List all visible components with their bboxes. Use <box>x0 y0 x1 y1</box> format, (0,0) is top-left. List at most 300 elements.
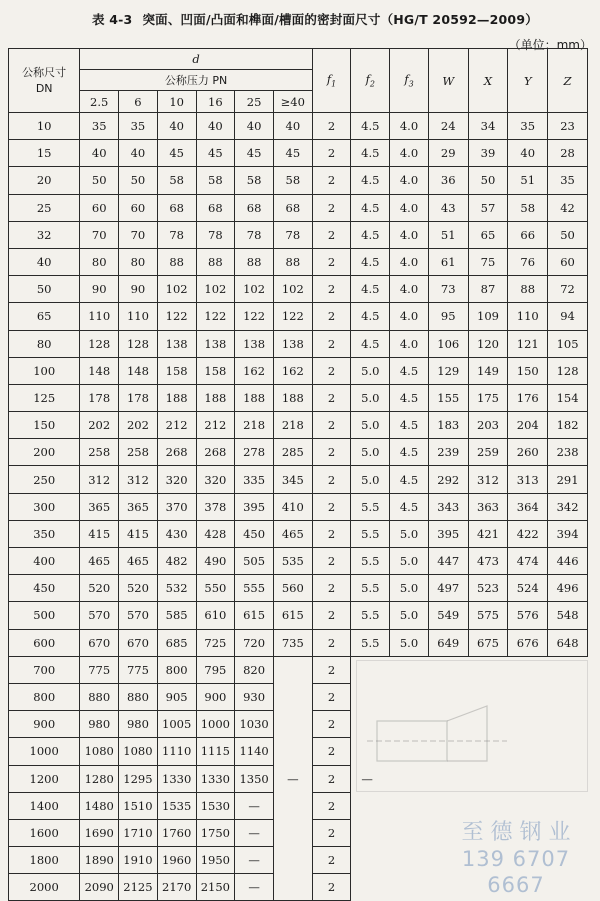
table-cell: 138 <box>196 330 235 357</box>
table-cell: 36 <box>428 167 468 194</box>
table-cell: 430 <box>157 520 196 547</box>
table-row <box>9 548 588 575</box>
table-cell: 535 <box>273 548 312 575</box>
table-cell: 60 <box>548 248 588 275</box>
table-cell: 202 <box>80 412 119 439</box>
table-cell: 204 <box>508 412 548 439</box>
table-cell: 158 <box>196 357 235 384</box>
table-cell: 343 <box>428 493 468 520</box>
table-cell: 218 <box>273 412 312 439</box>
table-cell: 670 <box>119 629 158 656</box>
table-cell: 720 <box>235 629 274 656</box>
table-cell: 549 <box>428 602 468 629</box>
table-cell: 5.5 <box>351 520 390 547</box>
table-cell: 1115 <box>196 738 235 765</box>
table-cell: 58 <box>273 167 312 194</box>
table-cell: 447 <box>428 548 468 575</box>
dn-cell: 125 <box>9 384 80 411</box>
table-cell: 162 <box>235 357 274 384</box>
flange-sketch-icon <box>357 661 587 791</box>
table-cell: 218 <box>235 412 274 439</box>
table-cell: 285 <box>273 439 312 466</box>
table-cell: 1295 <box>119 765 158 792</box>
table-cell: 87 <box>468 276 508 303</box>
table-cell: 2 <box>312 357 351 384</box>
table-cell: 4.0 <box>390 303 429 330</box>
table-row <box>9 140 588 167</box>
table-cell: 178 <box>80 384 119 411</box>
table-cell: 5.0 <box>351 384 390 411</box>
dn-cell: 800 <box>9 683 80 710</box>
table-cell: 51 <box>428 221 468 248</box>
table-cell: 532 <box>157 575 196 602</box>
header-pn-value: 10 <box>157 91 196 113</box>
table-cell: 5.0 <box>351 466 390 493</box>
table-cell: 5.0 <box>351 439 390 466</box>
table-cell: 78 <box>157 221 196 248</box>
table-cell: 45 <box>235 140 274 167</box>
table-cell: 980 <box>80 711 119 738</box>
table-cell: 685 <box>157 629 196 656</box>
table-cell: 35 <box>119 113 158 140</box>
table-cell: 5.0 <box>390 548 429 575</box>
table-cell: 58 <box>157 167 196 194</box>
table-cell: 4.5 <box>351 303 390 330</box>
table-row <box>9 276 588 303</box>
table-cell: 88 <box>157 248 196 275</box>
table-cell: 446 <box>548 548 588 575</box>
table-cell: 465 <box>80 548 119 575</box>
table-cell: 2 <box>312 384 351 411</box>
header-pn: 公称压力 PN <box>80 70 312 91</box>
table-cell: 212 <box>157 412 196 439</box>
header-d: d <box>80 49 312 70</box>
table-cell: 238 <box>548 439 588 466</box>
table-cell: 520 <box>80 575 119 602</box>
f1-cell: 2 <box>312 656 351 683</box>
table-cell: 5.5 <box>351 548 390 575</box>
table-cell: 4.5 <box>351 167 390 194</box>
watermark-phone: 139 6707 6667 <box>461 847 571 897</box>
table-cell: 90 <box>119 276 158 303</box>
table-cell: 725 <box>196 629 235 656</box>
table-cell: 154 <box>548 384 588 411</box>
table-cell: 394 <box>548 520 588 547</box>
table-cell: 880 <box>80 683 119 710</box>
table-cell: 66 <box>508 221 548 248</box>
table-cell: 24 <box>428 113 468 140</box>
dn-cell: 1800 <box>9 847 80 874</box>
table-cell: 548 <box>548 602 588 629</box>
header-y: Y <box>508 49 548 113</box>
table-cell: 2170 <box>157 874 196 901</box>
table-cell: 649 <box>428 629 468 656</box>
table-cell: 120 <box>468 330 508 357</box>
table-cell: 1030 <box>235 711 274 738</box>
table-cell: 121 <box>508 330 548 357</box>
table-cell: 88 <box>508 276 548 303</box>
table-cell: 410 <box>273 493 312 520</box>
table-cell: 291 <box>548 466 588 493</box>
table-cell: 576 <box>508 602 548 629</box>
table-cell: 155 <box>428 384 468 411</box>
table-cell: 105 <box>548 330 588 357</box>
table-cell: 4.0 <box>390 167 429 194</box>
table-cell: 2 <box>312 113 351 140</box>
table-cell: 2125 <box>119 874 158 901</box>
table-cell: 45 <box>157 140 196 167</box>
table-cell: 278 <box>235 439 274 466</box>
header-pn-value: ≥40 <box>273 91 312 113</box>
table-cell: 175 <box>468 384 508 411</box>
table-cell: 505 <box>235 548 274 575</box>
header-f2: $f_2$ <box>351 49 390 113</box>
table-cell: 138 <box>235 330 274 357</box>
f1-cell: 2 <box>312 792 351 819</box>
table-cell: 497 <box>428 575 468 602</box>
table-cell: 415 <box>80 520 119 547</box>
table-cell: 28 <box>548 140 588 167</box>
table-cell: 58 <box>235 167 274 194</box>
table-cell: 2090 <box>80 874 119 901</box>
header-f3: $f_3$ <box>390 49 429 113</box>
table-cell: 5.5 <box>351 575 390 602</box>
table-cell: 555 <box>235 575 274 602</box>
table-cell: 122 <box>196 303 235 330</box>
table-cell: 320 <box>196 466 235 493</box>
table-cell: 212 <box>196 412 235 439</box>
header-f1: $f_1$ <box>312 49 351 113</box>
table-cell: 2 <box>312 548 351 575</box>
table-cell: 188 <box>157 384 196 411</box>
table-cell: 4.5 <box>351 276 390 303</box>
table-cell: 615 <box>273 602 312 629</box>
table-cell: 2 <box>312 276 351 303</box>
table-cell: 585 <box>157 602 196 629</box>
table-row <box>9 575 588 602</box>
table-cell: 90 <box>80 276 119 303</box>
table-cell: 40 <box>235 113 274 140</box>
header-z: Z <box>548 49 588 113</box>
table-cell: 2 <box>312 412 351 439</box>
table-cell: 1350 <box>235 765 274 792</box>
table-cell: 122 <box>157 303 196 330</box>
table-cell: 80 <box>119 248 158 275</box>
unit-label: （单位：mm） <box>508 38 592 52</box>
table-cell: 94 <box>548 303 588 330</box>
table-cell: 51 <box>508 167 548 194</box>
table-cell: 2 <box>312 575 351 602</box>
table-cell: 2 <box>312 167 351 194</box>
table-cell: 345 <box>273 466 312 493</box>
table-cell: 29 <box>428 140 468 167</box>
table-cell: 40 <box>508 140 548 167</box>
table-cell: 138 <box>273 330 312 357</box>
table-cell: 1710 <box>119 819 158 846</box>
table-cell: 188 <box>273 384 312 411</box>
table-cell: 80 <box>80 248 119 275</box>
table-cell: 365 <box>119 493 158 520</box>
table-cell: — <box>235 819 274 846</box>
table-cell: 138 <box>157 330 196 357</box>
table-cell: 4.5 <box>351 113 390 140</box>
table-cell: 183 <box>428 412 468 439</box>
table-title <box>92 10 538 28</box>
table-cell: 676 <box>508 629 548 656</box>
table-cell: — <box>235 792 274 819</box>
table-cell: 4.0 <box>390 221 429 248</box>
table-cell: 2 <box>312 439 351 466</box>
table-cell: 450 <box>235 520 274 547</box>
table-cell: 150 <box>508 357 548 384</box>
table-cell: 775 <box>80 656 119 683</box>
table-cell: 370 <box>157 493 196 520</box>
table-cell: 415 <box>119 520 158 547</box>
table-cell: 2 <box>312 493 351 520</box>
table-cell: 35 <box>80 113 119 140</box>
table-cell: 188 <box>235 384 274 411</box>
table-cell: 342 <box>548 493 588 520</box>
table-cell: 5.0 <box>351 412 390 439</box>
table-cell: 2 <box>312 194 351 221</box>
table-cell: 2 <box>312 140 351 167</box>
table-cell: 474 <box>508 548 548 575</box>
table-cell: 35 <box>548 167 588 194</box>
table-row <box>9 602 588 629</box>
table-cell: 1530 <box>196 792 235 819</box>
table-cell: 43 <box>428 194 468 221</box>
table-cell: 482 <box>157 548 196 575</box>
table-cell: 5.0 <box>390 629 429 656</box>
dn-cell: 2000 <box>9 874 80 901</box>
table-cell: 258 <box>80 439 119 466</box>
table-cell: 4.0 <box>390 113 429 140</box>
table-cell: 34 <box>468 113 508 140</box>
table-cell: 106 <box>428 330 468 357</box>
table-cell: 880 <box>119 683 158 710</box>
table-cell: 102 <box>235 276 274 303</box>
table-cell: 78 <box>273 221 312 248</box>
f1-cell: 2 <box>312 847 351 874</box>
dn-cell: 200 <box>9 439 80 466</box>
table-cell: 102 <box>196 276 235 303</box>
table-cell: 78 <box>196 221 235 248</box>
table-row <box>9 330 588 357</box>
table-row <box>9 493 588 520</box>
table-cell: 490 <box>196 548 235 575</box>
table-cell: 158 <box>157 357 196 384</box>
table-cell: 421 <box>468 520 508 547</box>
table-cell: 4.5 <box>390 493 429 520</box>
table-cell: 148 <box>119 357 158 384</box>
table-cell: 496 <box>548 575 588 602</box>
table-cell: 2150 <box>196 874 235 901</box>
table-cell: 50 <box>80 167 119 194</box>
f1-cell: 2 <box>312 765 351 792</box>
f1-cell: 2 <box>312 874 351 901</box>
header-pn-value: 6 <box>119 91 158 113</box>
table-row <box>9 520 588 547</box>
header-x: X <box>468 49 508 113</box>
table-cell: 50 <box>119 167 158 194</box>
table-cell: 292 <box>428 466 468 493</box>
table-cell: 58 <box>196 167 235 194</box>
table-cell: 900 <box>196 683 235 710</box>
table-cell: 122 <box>235 303 274 330</box>
table-cell: 312 <box>119 466 158 493</box>
table-cell: 1480 <box>80 792 119 819</box>
table-cell: 40 <box>157 113 196 140</box>
table-cell: 70 <box>119 221 158 248</box>
dn-cell: 40 <box>9 248 80 275</box>
table-cell: 2 <box>312 221 351 248</box>
table-title-text: 突面、凹面/凸面和榫面/槽面的密封面尺寸（HG/T 20592—2009） <box>142 12 538 27</box>
table-cell: 68 <box>235 194 274 221</box>
table-cell: 1000 <box>196 711 235 738</box>
table-cell: 57 <box>468 194 508 221</box>
flange-drawing-faded <box>356 660 588 792</box>
table-cell: 95 <box>428 303 468 330</box>
table-cell: 4.0 <box>390 276 429 303</box>
dn-cell: 32 <box>9 221 80 248</box>
header-w: W <box>428 49 468 113</box>
table-cell: 70 <box>80 221 119 248</box>
table-cell: 523 <box>468 575 508 602</box>
table-cell: 465 <box>119 548 158 575</box>
table-cell: 78 <box>235 221 274 248</box>
table-row <box>9 439 588 466</box>
table-cell: 88 <box>196 248 235 275</box>
table-row <box>9 629 588 656</box>
table-cell: 128 <box>80 330 119 357</box>
table-cell: 5.0 <box>351 357 390 384</box>
table-cell: 42 <box>548 194 588 221</box>
table-cell: 4.5 <box>351 221 390 248</box>
table-cell: 648 <box>548 629 588 656</box>
table-cell: 88 <box>273 248 312 275</box>
dn-cell: 15 <box>9 140 80 167</box>
table-cell: 930 <box>235 683 274 710</box>
table-cell: 395 <box>428 520 468 547</box>
table-cell: 800 <box>157 656 196 683</box>
table-cell: 1110 <box>157 738 196 765</box>
table-cell: 610 <box>196 602 235 629</box>
dn-cell: 500 <box>9 602 80 629</box>
table-cell: 2 <box>312 248 351 275</box>
table-cell: 259 <box>468 439 508 466</box>
table-cell: 45 <box>196 140 235 167</box>
dn-cell: 250 <box>9 466 80 493</box>
dn-cell: 1600 <box>9 819 80 846</box>
table-cell: 40 <box>273 113 312 140</box>
table-cell: 363 <box>468 493 508 520</box>
table-cell: 395 <box>235 493 274 520</box>
table-cell: 524 <box>508 575 548 602</box>
table-row <box>9 384 588 411</box>
table-cell: 428 <box>196 520 235 547</box>
table-cell: 1910 <box>119 847 158 874</box>
table-cell: 4.0 <box>390 194 429 221</box>
table-cell: 4.5 <box>351 248 390 275</box>
table-cell: 102 <box>273 276 312 303</box>
table-cell: 61 <box>428 248 468 275</box>
dn-cell: 80 <box>9 330 80 357</box>
table-cell: 320 <box>157 466 196 493</box>
table-cell: 50 <box>548 221 588 248</box>
dn-cell: 700 <box>9 656 80 683</box>
table-cell: 335 <box>235 466 274 493</box>
table-cell: 40 <box>196 113 235 140</box>
table-cell: 560 <box>273 575 312 602</box>
f1-cell: 2 <box>312 683 351 710</box>
table-row <box>9 194 588 221</box>
table-cell: 122 <box>273 303 312 330</box>
table-cell: 268 <box>157 439 196 466</box>
table-cell: 365 <box>80 493 119 520</box>
table-cell: 202 <box>119 412 158 439</box>
table-cell: 575 <box>468 602 508 629</box>
table-cell: 239 <box>428 439 468 466</box>
table-cell: 68 <box>157 194 196 221</box>
table-cell: 65 <box>468 221 508 248</box>
table-cell: 4.5 <box>390 439 429 466</box>
dn-cell: 150 <box>9 412 80 439</box>
table-cell: 2 <box>312 330 351 357</box>
table-cell: 128 <box>119 330 158 357</box>
table-cell: 148 <box>80 357 119 384</box>
table-cell: 50 <box>468 167 508 194</box>
table-cell: 68 <box>273 194 312 221</box>
table-cell: 735 <box>273 629 312 656</box>
table-cell: 1005 <box>157 711 196 738</box>
table-cell: 1760 <box>157 819 196 846</box>
table-cell: 312 <box>80 466 119 493</box>
table-cell: 39 <box>468 140 508 167</box>
table-cell: 176 <box>508 384 548 411</box>
table-cell: 40 <box>80 140 119 167</box>
table-cell: 2 <box>312 303 351 330</box>
table-cell: 5.0 <box>390 520 429 547</box>
table-cell: 4.0 <box>390 140 429 167</box>
table-cell: 313 <box>508 466 548 493</box>
table-cell: 1950 <box>196 847 235 874</box>
table-cell: 110 <box>508 303 548 330</box>
dn-cell: 1400 <box>9 792 80 819</box>
table-cell: 5.5 <box>351 602 390 629</box>
table-cell: 1510 <box>119 792 158 819</box>
table-cell: 422 <box>508 520 548 547</box>
table-cell: 5.5 <box>351 629 390 656</box>
table-cell: 58 <box>508 194 548 221</box>
table-cell: 4.0 <box>390 330 429 357</box>
dn-cell: 100 <box>9 357 80 384</box>
watermark <box>432 820 600 898</box>
table-cell: 1080 <box>119 738 158 765</box>
table-cell: 550 <box>196 575 235 602</box>
table-cell: 1330 <box>196 765 235 792</box>
table-cell: 1140 <box>235 738 274 765</box>
table-cell: — <box>235 847 274 874</box>
table-cell: 72 <box>548 276 588 303</box>
table-cell: 4.5 <box>351 194 390 221</box>
header-pn-value: 2.5 <box>80 91 119 113</box>
dn-cell: 50 <box>9 276 80 303</box>
table-cell: 203 <box>468 412 508 439</box>
table-cell: 188 <box>196 384 235 411</box>
table-cell: 5.5 <box>351 493 390 520</box>
dn-cell: 10 <box>9 113 80 140</box>
table-cell: 1535 <box>157 792 196 819</box>
